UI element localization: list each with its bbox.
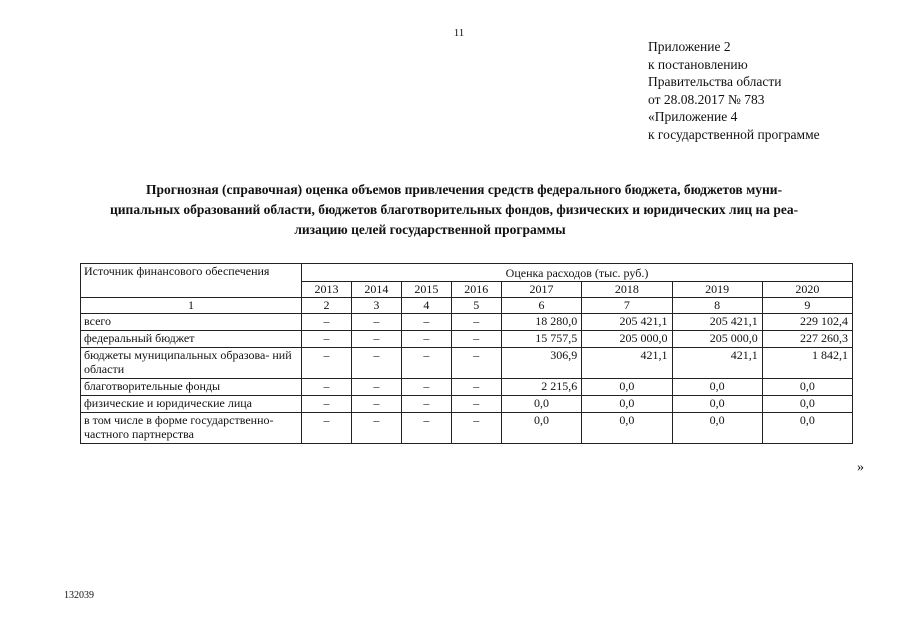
value-cell: 15 757,5 [501, 331, 582, 348]
value-cell: 229 102,4 [762, 314, 852, 331]
year-cell: 2017 [501, 282, 582, 298]
document-code: 132039 [64, 590, 94, 601]
value-cell: – [451, 396, 501, 413]
value-cell: 227 260,3 [762, 331, 852, 348]
table-row [81, 331, 853, 348]
source-header: Источник финансового обеспечения [81, 264, 302, 298]
year-cell: 2019 [672, 282, 762, 298]
appendix-line: к государственной программе [648, 126, 820, 142]
value-cell: – [451, 314, 501, 331]
row-source: всего [81, 314, 302, 331]
column-number: 4 [401, 298, 451, 314]
table-row [81, 379, 853, 396]
value-cell: – [451, 379, 501, 396]
value-cell: 2 215,6 [501, 379, 582, 396]
year-cell: 2020 [762, 282, 852, 298]
title-line: ципальных образований области, бюджетов благотворительных фондов, физических и юридических лиц на реа- [110, 202, 799, 217]
value-cell: – [351, 379, 401, 396]
column-number: 2 [302, 298, 352, 314]
value-cell: 421,1 [582, 348, 672, 379]
year-cell: 2018 [582, 282, 672, 298]
value-cell: 205 000,0 [582, 331, 672, 348]
value-cell: – [351, 396, 401, 413]
value-cell: 0,0 [672, 396, 762, 413]
row-source: федеральный бюджет [81, 331, 302, 348]
appendix-line: Приложение 2 [648, 39, 731, 54]
value-cell: 1 842,1 [762, 348, 852, 379]
value-cell: 0,0 [501, 396, 582, 413]
value-cell: – [451, 413, 501, 444]
value-cell: – [451, 348, 501, 379]
value-cell: 0,0 [582, 396, 672, 413]
value-cell: 0,0 [762, 413, 852, 444]
value-cell: – [351, 331, 401, 348]
value-cell: 0,0 [762, 396, 852, 413]
value-cell: 306,9 [501, 348, 582, 379]
value-cell: – [351, 348, 401, 379]
table-row [81, 413, 853, 444]
column-number-row [81, 298, 853, 314]
value-cell: – [401, 413, 451, 444]
row-source: благотворительные фонды [81, 379, 302, 396]
value-cell: 421,1 [672, 348, 762, 379]
table-row [81, 314, 853, 331]
value-cell: – [401, 331, 451, 348]
year-cell: 2013 [302, 282, 352, 298]
value-cell: 18 280,0 [501, 314, 582, 331]
value-cell: – [351, 314, 401, 331]
year-cell: 2015 [401, 282, 451, 298]
value-cell: 0,0 [582, 379, 672, 396]
value-cell: 0,0 [672, 413, 762, 444]
value-cell: – [351, 413, 401, 444]
table-row [81, 348, 853, 379]
table-row [81, 396, 853, 413]
value-cell: 0,0 [762, 379, 852, 396]
value-cell: 205 421,1 [672, 314, 762, 331]
closing-quote: » [857, 460, 864, 475]
value-cell: 205 421,1 [582, 314, 672, 331]
value-cell: – [451, 331, 501, 348]
table-header-row [81, 264, 853, 282]
value-cell: – [401, 348, 451, 379]
column-number: 8 [672, 298, 762, 314]
appendix-line: «Приложение 4 [648, 109, 738, 124]
document-title [110, 180, 880, 240]
value-cell: 0,0 [501, 413, 582, 444]
year-cell: 2014 [351, 282, 401, 298]
page-number: 11 [453, 27, 465, 39]
title-line: лизацию целей государственной программы [294, 222, 566, 237]
value-cell: – [302, 396, 352, 413]
value-cell: – [302, 314, 352, 331]
value-cell: 0,0 [672, 379, 762, 396]
estimate-header: Оценка расходов (тыс. руб.) [302, 264, 853, 282]
value-cell: – [401, 314, 451, 331]
value-cell: 205 000,0 [672, 331, 762, 348]
appendix-line: Правительства области [648, 74, 782, 89]
value-cell: – [302, 348, 352, 379]
column-number: 1 [81, 298, 302, 314]
appendix-line: к постановлению [648, 56, 748, 72]
column-number: 9 [762, 298, 852, 314]
value-cell: – [401, 379, 451, 396]
value-cell: – [302, 413, 352, 444]
column-number: 7 [582, 298, 672, 314]
value-cell: – [302, 379, 352, 396]
year-cell: 2016 [451, 282, 501, 298]
row-source: в том числе в форме государственно- частного партнерства [81, 413, 302, 444]
value-cell: – [302, 331, 352, 348]
column-number: 6 [501, 298, 582, 314]
title-line: Прогнозная (справочная) оценка объемов привлечения средств федерального бюджета, бюджетов муни- [146, 182, 783, 197]
row-source: физические и юридические лица [81, 396, 302, 413]
column-number: 5 [451, 298, 501, 314]
column-number: 3 [351, 298, 401, 314]
appendix-block [648, 38, 820, 143]
row-source: бюджеты муниципальных образова- ний области [81, 348, 302, 379]
appendix-line: от 28.08.2017 № 783 [648, 91, 765, 107]
funding-table [80, 263, 853, 444]
value-cell: 0,0 [582, 413, 672, 444]
value-cell: – [401, 396, 451, 413]
